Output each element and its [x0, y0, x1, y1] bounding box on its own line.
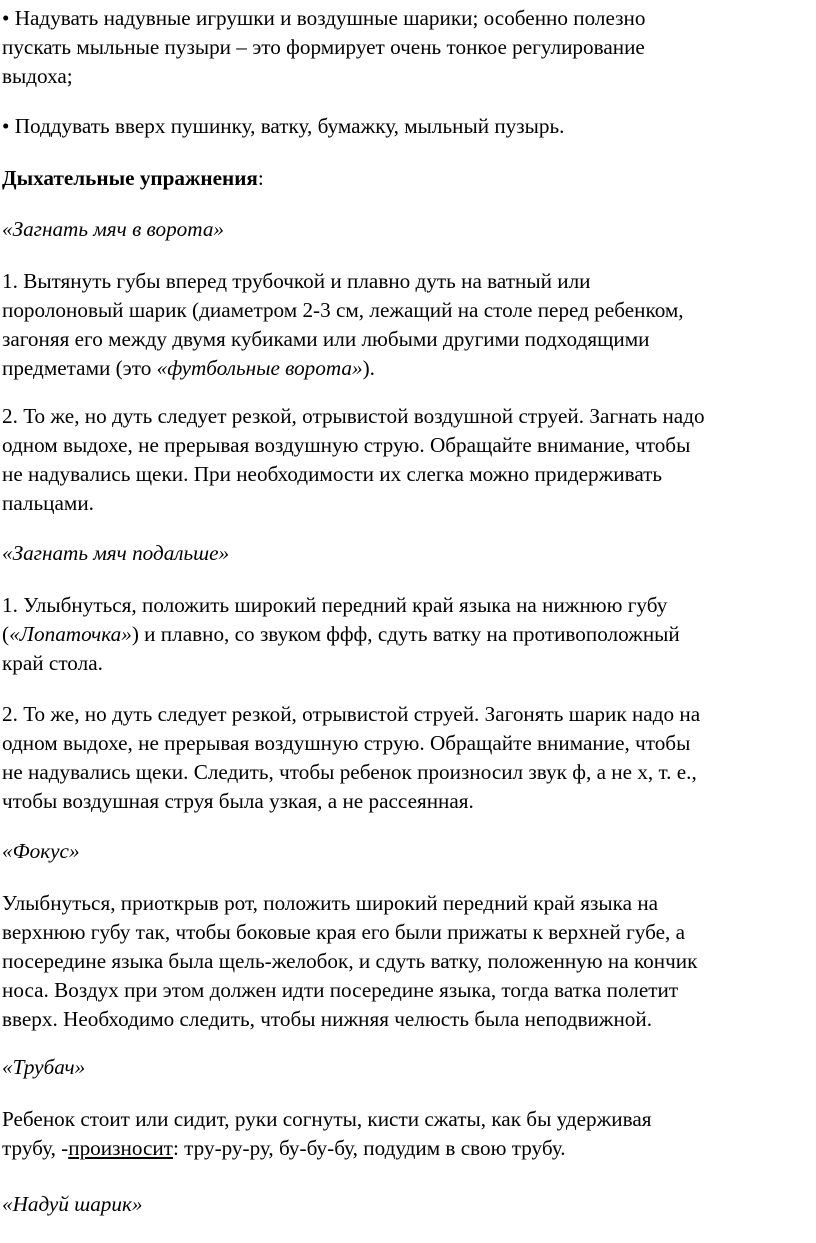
text-fragment: трубу, -: [2, 1136, 69, 1160]
text-line: одном выдохе, не прерывая воздушную струю. Обращайте внимание, чтобы: [2, 731, 691, 755]
exercise-title: «Загнать мяч в ворота»: [2, 217, 225, 241]
text-line: 1. Вытянуть губы вперед трубочкой и плавно дуть на ватный или: [2, 269, 591, 293]
text-line: 2. То же, но дуть следует резкой, отрывистой струей. Загонять шарик надо на: [2, 702, 701, 726]
text-line: вверх. Необходимо следить, чтобы нижняя челюсть была неподвижной.: [2, 1007, 653, 1031]
text-line: пускать мыльные пузыри – это формирует очень тонкое регулирование: [2, 35, 645, 59]
paragraph-trumpeter: [2, 1105, 814, 1163]
paragraph-goal-step2: [2, 402, 814, 518]
underlined-fragment: произносит: [68, 1136, 173, 1160]
exercise-title-balloon: [2, 1190, 814, 1219]
paragraph-far-step1: [2, 591, 814, 678]
exercise-title-trumpeter: [2, 1053, 814, 1082]
text-line: посередине языка была щель-желобок, и сдуть ватку, положенную на кончик: [2, 949, 698, 973]
text-line: не надувались щеки. Следить, чтобы ребенок произносил звук ф, а не х, т. е.,: [2, 760, 697, 784]
text-fragment: ).: [362, 356, 375, 380]
text-line: не надувались щеки. При необходимости их слегка можно придерживать: [2, 462, 663, 486]
text-fragment: : тру-ру-ру, бу-бу-бу, подудим в свою трубу.: [172, 1136, 566, 1160]
exercise-title-goal: [2, 215, 814, 244]
text-line: верхнюю губу так, чтобы боковые края его были прижаты к верхней губе, а: [2, 920, 686, 944]
text-line: выдоха;: [2, 64, 73, 88]
paragraph-balloons: [2, 4, 814, 91]
exercise-title: «Трубач»: [2, 1055, 86, 1079]
heading-text: Дыхательные упражнения: [2, 166, 258, 190]
text-line: одном выдохе, не прерывая воздушную струю. Обращайте внимание, чтобы: [2, 433, 691, 457]
text-line: • Надувать надувные игрушки и воздушные шарики; особенно полезно: [2, 6, 646, 30]
text-fragment: ) и плавно, со звуком ффф, сдуть ватку на противоположный: [131, 622, 680, 646]
italic-fragment: «Лопаточка»: [9, 622, 132, 646]
italic-fragment: «футбольные ворота»: [156, 356, 363, 380]
text-line: • Поддувать вверх пушинку, ватку, бумажку, мыльный пузырь.: [2, 114, 565, 138]
text-line: Улыбнуться, приоткрыв рот, положить широкий передний край языка на: [2, 891, 659, 915]
text-fragment: (: [2, 622, 10, 646]
text-line: загоняя его между двумя кубиками или любыми другими подходящими: [2, 327, 650, 351]
paragraph-focus: [2, 889, 814, 1034]
text-line: поролоновый шарик (диаметром 2-3 см, лежащий на столе перед ребенком,: [2, 298, 684, 322]
text-line: носа. Воздух при этом должен идти посередине языка, тогда ватка полетит: [2, 978, 679, 1002]
heading-colon: :: [257, 166, 264, 190]
text-line: край стола.: [2, 651, 103, 675]
paragraph-goal-step1: [2, 267, 814, 383]
paragraph-far-step2: [2, 700, 814, 816]
exercise-title: «Загнать мяч подальше»: [2, 541, 230, 565]
paragraph-blow-up: [2, 112, 814, 141]
exercise-title-far: [2, 539, 814, 568]
exercise-title: «Фокус»: [2, 839, 80, 863]
exercise-title-focus: [2, 837, 814, 866]
text-line: Ребенок стоит или сидит, руки согнуты, кисти сжаты, как бы удерживая: [2, 1107, 652, 1131]
text-fragment: предметами (это: [2, 356, 157, 380]
text-line: 1. Улыбнуться, положить широкий передний край языка на нижнюю губу: [2, 593, 668, 617]
text-line: пальцами.: [2, 491, 94, 515]
exercise-title: «Надуй шарик»: [2, 1192, 143, 1216]
text-line: чтобы воздушная струя была узкая, а не рассеянная.: [2, 789, 474, 813]
section-heading: [2, 164, 814, 193]
text-line: 2. То же, но дуть следует резкой, отрывистой воздушной струей. Загнать надо: [2, 404, 705, 428]
